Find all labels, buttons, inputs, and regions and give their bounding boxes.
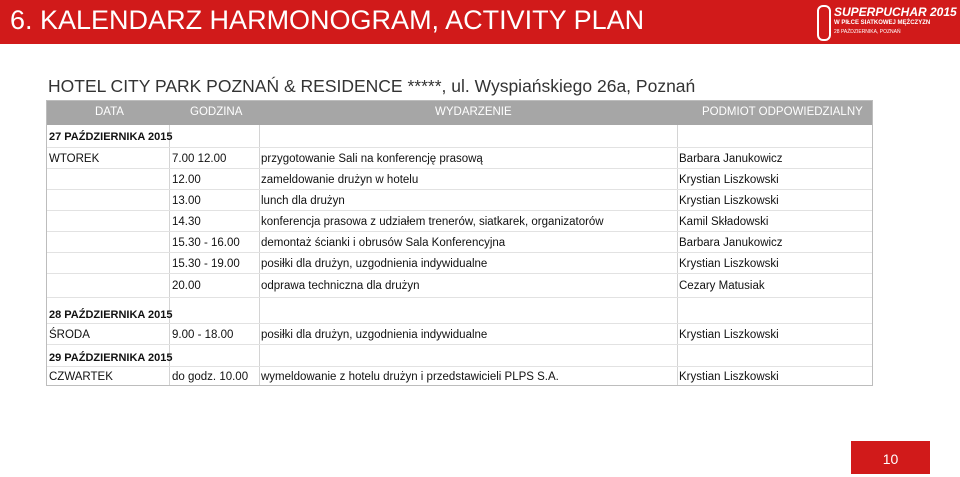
row-responsible: Barbara Janukowicz [679,153,783,165]
column-header-date: DATA [95,106,124,118]
schedule-table [46,100,873,386]
row-event: wymeldowanie z hotelu drużyn i przedstawicieli PLPS S.A. [261,371,559,383]
logo-title: SUPERPUCHAR 2015 [834,5,957,19]
column-header-event: WYDARZENIE [435,106,512,118]
row-event: odprawa techniczna dla drużyn [261,280,420,292]
trophy-icon [817,5,831,41]
row-responsible: Krystian Liszkowski [679,371,779,383]
row-time: 20.00 [172,280,201,292]
row-event: posiłki dla drużyn, uzgodnienia indywidualne [261,258,488,270]
row-day: ŚRODA [49,329,90,341]
row-responsible: Krystian Liszkowski [679,174,779,186]
date-label: 27 PAŹDZIERNIKA 2015 [49,131,173,143]
date-label: 28 PAŹDZIERNIKA 2015 [49,309,173,321]
row-time: 7.00 12.00 [172,153,227,165]
column-divider [677,125,678,385]
row-divider [47,323,872,324]
row-divider [47,189,872,190]
superpuchar-logo [812,4,957,40]
date-label: 29 PAŹDZIERNIKA 2015 [49,352,173,364]
row-divider [47,231,872,232]
row-time: 13.00 [172,195,201,207]
page-number: 10 [851,441,930,474]
row-responsible: Cezary Matusiak [679,280,765,292]
row-event: zameldowanie drużyn w hotelu [261,174,419,186]
row-event: przygotowanie Sali na konferencję prasową [261,153,483,165]
logo-subtitle: W PIŁCE SIATKOWEJ MĘŻCZYZN [834,20,931,26]
page-title: 6. KALENDARZ HARMONOGRAM, ACTIVITY PLAN [10,5,645,35]
row-time: 9.00 - 18.00 [172,329,234,341]
row-event: lunch dla drużyn [261,195,345,207]
row-divider [47,366,872,367]
row-divider [47,344,872,345]
row-divider [47,273,872,274]
row-responsible: Barbara Janukowicz [679,237,783,249]
row-time: 15.30 - 16.00 [172,237,240,249]
table-header [47,101,872,125]
column-divider [259,125,260,385]
row-responsible: Kamil Składowski [679,216,769,228]
column-header-time: GODZINA [190,106,243,118]
column-header-responsible: PODMIOT ODPOWIEDZIALNY [702,106,863,118]
row-responsible: Krystian Liszkowski [679,195,779,207]
row-time: 15.30 - 19.00 [172,258,240,270]
row-divider [47,297,872,298]
row-day: WTOREK [49,153,100,165]
row-divider [47,168,872,169]
logo-date: 28 PAŹDZIERNIKA, POZNAŃ [834,29,901,35]
row-event: posiłki dla drużyn, uzgodnienia indywidualne [261,329,488,341]
row-divider [47,210,872,211]
row-time: do godz. 10.00 [172,371,249,383]
column-divider [169,125,170,385]
row-day: CZWARTEK [49,371,113,383]
row-event: demontaż ścianki i obrusów Sala Konferencyjna [261,237,506,249]
row-event: konferencja prasowa z udziałem trenerów, siatkarek, organizatorów [261,216,604,228]
row-divider [47,252,872,253]
row-responsible: Krystian Liszkowski [679,329,779,341]
row-divider [47,147,872,148]
venue-subtitle: HOTEL CITY PARK POZNAŃ & RESIDENCE *****, ul. Wyspiańskiego 26a, Poznań [48,76,696,96]
row-responsible: Krystian Liszkowski [679,258,779,270]
row-time: 12.00 [172,174,201,186]
row-time: 14.30 [172,216,201,228]
header-bar [0,0,960,44]
